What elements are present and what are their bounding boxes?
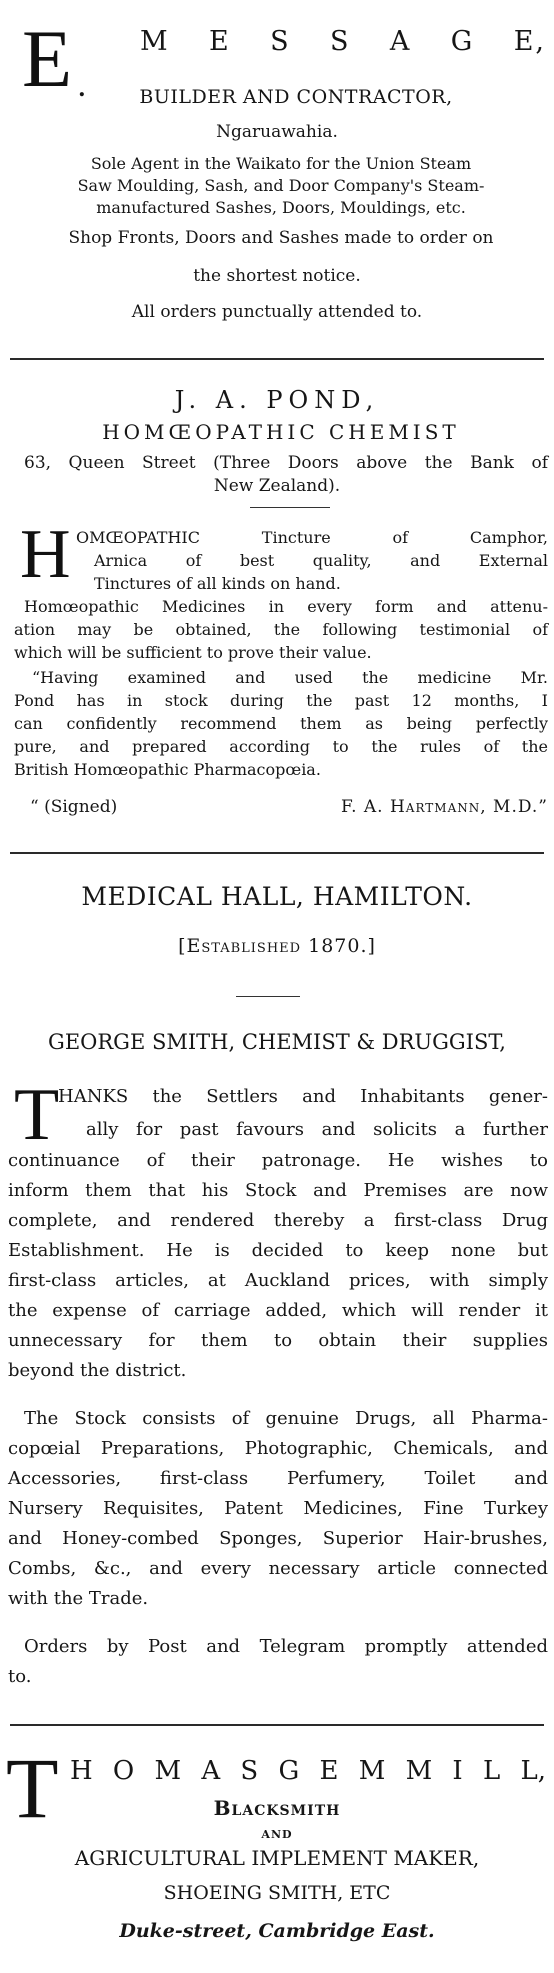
drop-cap-initial: E (22, 13, 73, 104)
testimonial-line: British Homœopathic Pharmacopœia. (14, 760, 321, 779)
ad-text-line: unnecessary for them to obtain their supplies (8, 1330, 548, 1351)
ad-text-line: copœial Preparations, Photographic, Chemicals, and (8, 1438, 548, 1459)
ad-text-line: beyond the district. (8, 1360, 187, 1381)
proprietor-line: GEORGE SMITH, CHEMIST & DRUGGIST, (48, 1030, 506, 1054)
advertiser-trade: AGRICULTURAL IMPLEMENT MAKER, (74, 1846, 480, 1870)
ad-text-line: manufactured Sashes, Doors, Mouldings, etc. (96, 198, 466, 217)
ad-text-line: complete, and rendered thereby a first-class Drug (8, 1210, 548, 1231)
ad-text-line: Tinctures of all kinds on hand. (94, 574, 341, 593)
ad-text-line: first-class articles, at Auckland prices, with simply (8, 1270, 548, 1291)
ad-text-line: Establishment. He is decided to keep none but (8, 1240, 548, 1261)
column-rule (10, 852, 544, 854)
ad-text-line: Saw Moulding, Sash, and Door Company's Steam- (77, 176, 485, 195)
short-rule (236, 996, 300, 997)
ad-text-line: and Honey-combed Sponges, Superior Hair-brushes, (8, 1528, 548, 1549)
ad-text-line: OMŒOPATHIC Tincture of Camphor, (76, 528, 548, 547)
ad-text-line: Shop Fronts, Doors and Sashes made to order on (68, 228, 494, 248)
ad-text-line: continuance of their patronage. He wishes to (8, 1150, 548, 1171)
advertiser-trade (0, 1796, 554, 1820)
advertiser-name: J. A. POND, (174, 386, 380, 414)
advertiser-trade: BUILDER AND CONTRACTOR, (139, 86, 453, 108)
advertiser-name: M E S S A G E, (140, 26, 546, 57)
ad-text-line: to. (8, 1666, 32, 1687)
signed-label: “ (Signed) (30, 797, 118, 817)
ad-text-line: the shortest notice. (193, 266, 361, 286)
drop-cap-initial: T (6, 1740, 59, 1836)
ad-text-line: Homœopathic Medicines in every form and attenu- (24, 597, 548, 616)
ad-text-line: HANKS the Settlers and Inhabitants gener- (58, 1086, 548, 1107)
ad-text-line: with the Trade. (8, 1588, 149, 1609)
ad-text-line: Accessories, first-class Perfumery, Toilet and (8, 1468, 548, 1489)
advertiser-address: 63, Queen Street (Three Doors above the Bank of (24, 453, 548, 473)
ad-text-line: Orders by Post and Telegram promptly attended (24, 1636, 548, 1657)
ad-text-line: which will be sufficient to prove their value. (14, 643, 372, 662)
ad-text-line: Arnica of best quality, and External (94, 551, 548, 570)
ad-dot: . (78, 76, 86, 102)
testimonial-line: “Having examined and used the medicine Mr. (32, 668, 548, 687)
advertiser-address: New Zealand). (213, 476, 341, 496)
established-text: [Established 1870.] (178, 935, 376, 957)
ad-text-line: the expense of carriage added, which will render it (8, 1300, 548, 1321)
testimonial-line: can confidently recommend them as being perfectly (14, 714, 548, 733)
advertiser-name: H O M A S G E M M I L L, (70, 1756, 546, 1786)
advertiser-name: MEDICAL HALL, HAMILTON. (81, 882, 473, 911)
signature (274, 797, 548, 817)
advertiser-trade: HOMŒOPATHIC CHEMIST (102, 420, 460, 444)
ad-text-line: ally for past favours and solicits a further (86, 1119, 548, 1140)
drop-cap-initial: H (20, 516, 71, 593)
ad-text-line: The Stock consists of genuine Drugs, all Pharma- (24, 1408, 548, 1429)
signature-text: F. A. Hartmann, M.D.” (340, 797, 548, 817)
advertiser-address: Duke-street, Cambridge East. (119, 1920, 435, 1942)
and-label: AND (261, 1828, 293, 1841)
ad-text-line: Sole Agent in the Waikato for the Union Steam (90, 154, 472, 173)
advertiser-place: Ngaruawahia. (216, 122, 338, 142)
drop-cap-initial: T (14, 1074, 60, 1156)
ad-text-line: Nursery Requisites, Patent Medicines, Fine Turkey (8, 1498, 548, 1519)
advertiser-trade: SHOEING SMITH, ETC (163, 1882, 391, 1904)
short-rule (250, 507, 330, 508)
ad-text-line: All orders punctually attended to. (131, 302, 423, 322)
column-rule (10, 358, 544, 360)
ad-text-line: Combs, &c., and every necessary article connected (8, 1558, 548, 1579)
trade-text: Blacksmith (213, 1796, 341, 1820)
established-line (0, 935, 554, 957)
testimonial-line: Pond has in stock during the past 12 months, I (14, 691, 548, 710)
column-rule (10, 1724, 544, 1726)
ad-text-line: inform them that his Stock and Premises are now (8, 1180, 548, 1201)
ad-text-line: ation may be obtained, the following testimonial of (14, 620, 548, 639)
testimonial-line: pure, and prepared according to the rules of the (14, 737, 548, 756)
